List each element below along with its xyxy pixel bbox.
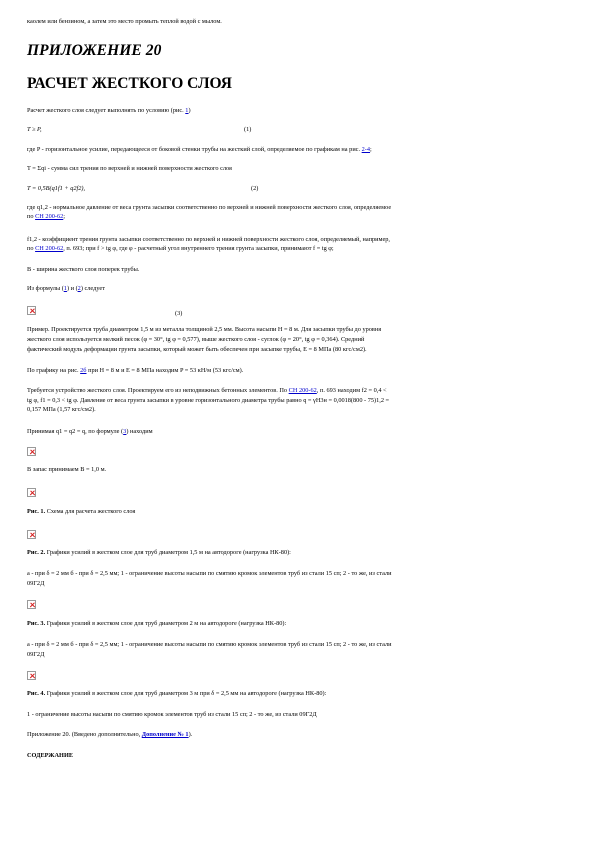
caption-text: Графики усилий в жестком слое для труб диаметром 2 м на автодороге (нагрузка НК-80): (45, 620, 287, 627)
paragraph-end: ) (188, 107, 191, 114)
paragraph-text: Приложение 20. (Введено дополнительно, (27, 731, 142, 738)
broken-image-icon (27, 447, 36, 456)
sn-200-62-link[interactable]: СН 200-62 (35, 245, 64, 252)
paragraph-pressure-line1: где q1,2 - нормальное давление от веса грунта засыпки соответственно по верхней и нижней поверхности жесткого слоя, определяемое (27, 204, 392, 211)
paragraph-text: ). (188, 731, 193, 738)
caption-text: Схема для расчета жесткого слоя (45, 508, 136, 515)
formula-2: T = 0,5B(q1f1 + q2f2), (27, 185, 86, 192)
figure-3-legend-line2: 09Г2Д (27, 651, 45, 658)
figure-2b-link[interactable]: 2б (80, 367, 87, 374)
caption-label: Рис. 3. (27, 620, 46, 627)
example-line1: Пример. Проектируется труба диаметром 1,5 м из металла толщиной 2,5 мм. Высота насыпи H = 8 м. Для засыпки трубы до уровня (27, 326, 382, 333)
paragraph-text: , п. 693 находим f2 = 0,4 < (316, 387, 387, 394)
paragraph-end: ; (370, 146, 372, 153)
paragraph-condition (27, 107, 191, 115)
section-title: РАСЧЕТ ЖЕСТКОГО СЛОЯ (27, 75, 232, 92)
paragraph-text: Из формулы ( (27, 285, 64, 292)
intro-line: каолем или бензином, а затем это место промыть теплой водой с мылом. (27, 18, 222, 25)
paragraph-text: По графику на рис. (27, 367, 81, 374)
caption-label: Рис. 4. (27, 690, 46, 697)
paragraph-friction-sum: T = Σqi - сумма сил трения по верхней и нижней поверхности жесткого слоя (27, 165, 232, 172)
requirement-line2: tg φ, f1 = 0,3 < tg φ. Давление от веса грунта засыпки в уровне горизонтального диаметра трубы равно q = γH3н = 0,0018(800 - 75)1,2 = (27, 397, 390, 404)
paragraph-accepting (27, 428, 153, 436)
formula-3-link[interactable]: 3 (123, 428, 127, 435)
paragraph-text: по (27, 245, 36, 252)
caption-label: Рис. 1. (27, 508, 46, 515)
figure-3-legend-line1: а - при δ = 2 мм б - при δ = 2,5 мм; 1 - ограничение высоты насыпи по смятию кромок элементов труб из стали 15 сп; 2 - то же, из стали (27, 641, 392, 648)
broken-image-icon (27, 530, 36, 539)
formula-2-link[interactable]: 2 (77, 285, 81, 292)
example-line3: фактический модуль деформации грунта засыпки, который может быть обеспечен при засыпке трубы, E = 8 МПа (80 кгс/см2). (27, 346, 367, 353)
figure-2-caption (27, 549, 291, 557)
example-line2: жесткого слоя используется мелкий песок (φ = 30°, tg φ = 0,577), выше жесткого слоя - суглок (φ = 20°, tg φ = 0,364). Средний (27, 336, 365, 343)
paragraph-coefficient-line1: f1,2 - коэффициент трения грунта засыпки соответственно по верхней и нижней поверхности жесткого слоя, определяемый, например, (27, 236, 390, 243)
paragraph-text: ) находим (126, 428, 153, 435)
paragraph-text: Принимая q1 = q2 = q, по формуле ( (27, 428, 124, 435)
caption-text: Графики усилий в жестком слое для труб диаметром 1,5 м на автодороге (нагрузка НК-80): (45, 549, 291, 556)
paragraph-text: по (27, 213, 36, 220)
broken-image-icon (27, 600, 36, 609)
paragraph-force-definition (27, 146, 372, 154)
paragraph-text: ) следует (80, 285, 105, 292)
paragraph-reserve: В запас принимаем B = 1,0 м. (27, 466, 107, 473)
paragraph-text: , п. 693; при f > tg φ, где φ - расчетный угол внутреннего трения грунта засыпки, принимают f = tg φ; (63, 245, 334, 252)
figure-2-legend-line2: 09Г2Д (27, 580, 45, 587)
caption-text: Графики усилий в жестком слое для труб диаметром 3 м при δ = 2,5 мм на автодороге (нагрузка НК-80): (45, 690, 327, 697)
figure-1-link[interactable]: 1 (185, 107, 189, 114)
paragraph-graph-reading (27, 367, 243, 375)
formula-3-number: (3) (175, 310, 183, 317)
paragraph-pressure-line2 (27, 213, 65, 221)
formula-1-number: (1) (244, 126, 252, 133)
figures-2-4-link[interactable]: 2-4 (361, 146, 371, 153)
broken-image-icon (27, 671, 36, 680)
paragraph-from-formulas (27, 285, 105, 293)
broken-image-icon (27, 488, 36, 497)
amendment-1-link[interactable]: Дополнение № 1 (141, 731, 189, 738)
sn-200-62-link[interactable]: СН 200-62 (35, 213, 64, 220)
amendment-note (27, 731, 192, 739)
figure-1-caption (27, 508, 135, 516)
paragraph-text: Требуется устройство жесткого слоя. Проектируем его из неподвижных бетонных элементов. По (27, 387, 289, 394)
paragraph-width: B - ширина жесткого слоя поперек трубы. (27, 266, 140, 273)
paragraph-text: ) и ( (66, 285, 78, 292)
appendix-title: ПРИЛОЖЕНИЕ 20 (27, 42, 162, 59)
sn-200-62-link[interactable]: СН 200-62 (288, 387, 317, 394)
figure-4-caption (27, 690, 326, 698)
paragraph-text: где P - горизонтальное усилие, передающееся от боковой стенки трубы на жесткий слой, определяемое по графикам на рис. (27, 146, 362, 153)
broken-image-icon (27, 306, 36, 315)
paragraph-end: ; (63, 213, 66, 220)
requirement-line1 (27, 387, 387, 395)
formula-1: T ≥ P, (27, 126, 42, 133)
requirement-line3: 0,157 МПа (1,57 кгс/см2). (27, 406, 96, 413)
table-of-contents-link[interactable]: СОДЕРЖАНИЕ (27, 752, 74, 759)
formula-2-number: (2) (251, 185, 259, 192)
figure-2-legend-line1: а - при δ = 2 мм б - при δ = 2,5 мм; 1 - ограничение высоты насыпи по смятию кромок элементов труб из стали 15 сп; 2 - то же, из стали (27, 570, 392, 577)
paragraph-text: при H = 8 м и E = 8 МПа находим P = 53 кН/м (53 кгс/см). (86, 367, 244, 374)
figure-4-legend: 1 - ограничение высоты насыпи по смятию кромок элементов труб из стали 15 сп; 2 - то же, из стали 09Г2Д (27, 711, 317, 718)
paragraph-coefficient-line2 (27, 245, 334, 253)
figure-3-caption (27, 620, 286, 628)
paragraph-text: Расчет жесткого слоя следует выполнять по условию (рис. (27, 107, 186, 114)
formula-1-link[interactable]: 1 (63, 285, 67, 292)
caption-label: Рис. 2. (27, 549, 46, 556)
